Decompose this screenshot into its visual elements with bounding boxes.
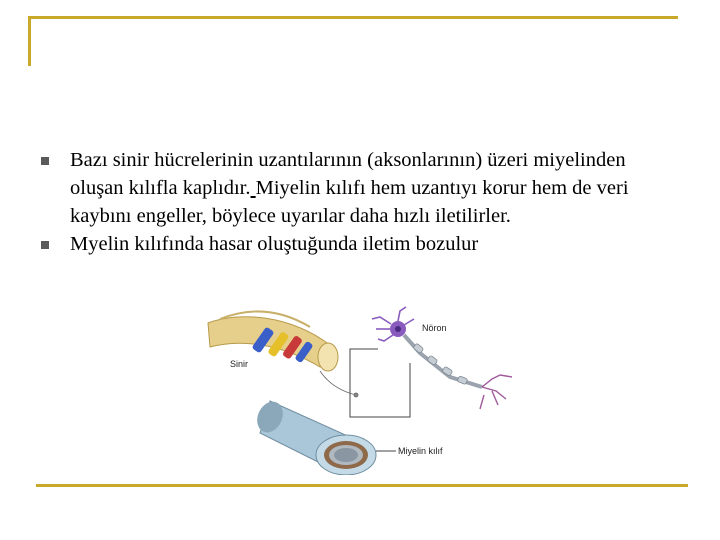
bottom-border-line	[36, 484, 688, 487]
label-myelin: Miyelin kılıf	[398, 446, 443, 456]
bullet-item-2	[40, 230, 680, 258]
bullet-square-icon	[41, 157, 49, 165]
nerve-myelin-illustration	[200, 305, 530, 475]
bullet-text-1a: Bazı sinir hücrelerinin uzantılarının (aksonlarının) üzeri miyelinden oluşan kılıfla kaplıdır.	[70, 149, 626, 199]
bullet-item-1	[40, 146, 680, 230]
bullet-text-2: Myelin kılıfında hasar oluştuğunda iletim bozulur	[70, 233, 479, 255]
myelin-sheath-drawing	[252, 397, 376, 475]
bullet-text-1b: Miyelin kılıfı hem uzantıyı korur hem de veri kaybını engeller, böylece uyarılar daha hızlı iletilirler.	[70, 177, 629, 227]
connector-lines	[350, 349, 410, 417]
bullet-square-icon	[41, 241, 49, 249]
left-border-line	[28, 16, 31, 66]
nerve-bundle-drawing	[208, 311, 338, 371]
nerve-diagram-svg	[200, 305, 530, 475]
top-border-line	[28, 16, 678, 19]
label-neuron: Nöron	[422, 323, 447, 333]
bullet-list	[40, 146, 680, 258]
label-nerve: Sinir	[230, 359, 249, 369]
axon-detail-drawing	[320, 371, 358, 397]
